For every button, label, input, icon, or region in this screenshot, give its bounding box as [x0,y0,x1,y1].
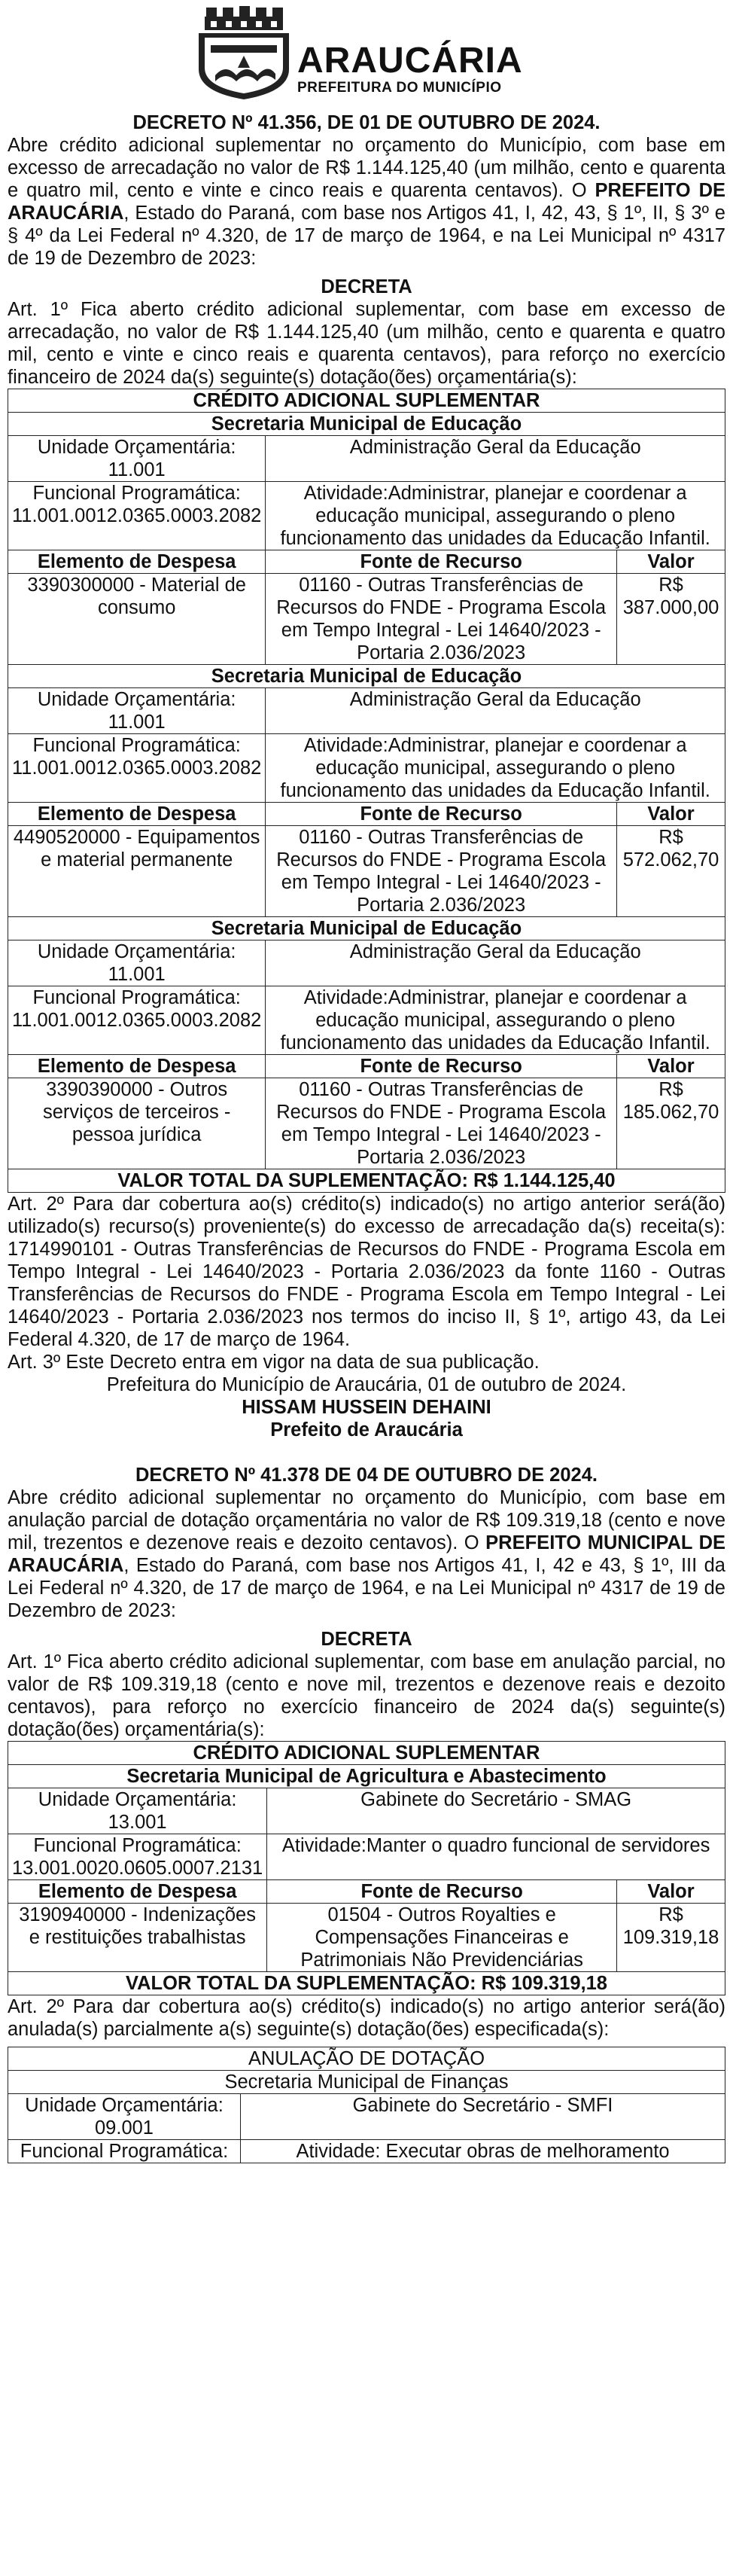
table-secretaria: Secretaria Municipal de Educação [8,665,725,688]
elemento-cell: 3390300000 - Material de consumo [8,574,266,665]
header-elemento: Elemento de Despesa [8,550,266,574]
decree-2-annulment-table [8,2047,725,2163]
funcional-programatica-value: Atividade:Administrar, planejar e coordenar a educação municipal, assegurando o pleno funcionamento das unidades da Educação Infantil. [266,986,725,1055]
document-body [8,111,725,2163]
unidade-orcamentaria-label: Unidade Orçamentária: 11.001 [8,688,266,734]
decree-1-art2: Art. 2º Para dar cobertura ao(s) crédito(s) indicado(s) no artigo anterior será(ão) utilizado(s) recurso(s) proveniente(s) do excesso de arrecadação da(s) receita(s): 1714990101 - Outras Transferências de Recursos do FNDE - Programa Escola em Tempo Integral - Lei 14640/2023 - Portaria 2.036/2023 da fonte 1160 - Outras Transferências de Recursos do FNDE - Programa Escola em Tempo Integral - Lei 14640/2023 - Portaria 2.036/2023 nos termos do inciso II, § 1º, artigo 43, da Lei Federal 4.320, de 17 de março de 1964. [8,1193,725,1350]
table-secretaria: Secretaria Municipal de Educação [8,413,725,436]
fonte-cell: 01160 - Outras Transferências de Recursos do FNDE - Programa Escola em Tempo Integral - Lei 14640/2023 - Portaria 2.036/2023 [266,1078,617,1169]
header-fonte: Fonte de Recurso [266,550,617,574]
valor-cell: R$ 109.319,18 [617,1904,725,1972]
credit-table-title: CRÉDITO ADICIONAL SUPLEMENTAR [8,1742,725,1765]
unidade-orcamentaria-label: Unidade Orçamentária: 11.001 [8,436,266,482]
decree-1-art3: Art. 3º Este Decreto entra em vigor na data de sua publicação. [8,1352,540,1373]
elemento-cell: 4490520000 - Equipamentos e material permanente [8,826,266,917]
brand-name: ARAUCÁRIA [297,41,523,81]
table-secretaria: Secretaria Municipal de Agricultura e Abastecimento [8,1765,725,1788]
valor-cell: R$ 572.062,70 [617,826,725,917]
credit-table-total: VALOR TOTAL DA SUPLEMENTAÇÃO: R$ 109.319,18 [8,1972,725,1995]
decree-2-art2: Art. 2º Para dar cobertura ao(s) crédito(s) indicado(s) no artigo anterior será(ão) anulada(s) parcialmente a(s) seguinte(s) dotação(ões) especificada(s): [8,1996,725,2040]
funcional-programatica-label: Funcional Programática: 11.001.0012.0365.0003.2082 [8,482,266,550]
header-valor: Valor [617,550,725,574]
table-row [8,826,725,917]
funcional-programatica-label: Funcional Programática: 11.001.0012.0365.0003.2082 [8,734,266,803]
brand [297,42,523,96]
decree-2-decreta: DECRETA [321,1629,412,1650]
table-row [8,574,725,665]
table-row [8,1078,725,1169]
decree-1-signer: HISSAM HUSSEIN DEHAINI [242,1397,491,1418]
elemento-cell: 3190940000 - Indenizações e restituições trabalhistas [8,1904,267,1972]
table-row [8,1904,725,1972]
header-valor: Valor [617,1055,725,1078]
header-elemento: Elemento de Despesa [8,1055,266,1078]
header-fonte: Fonte de Recurso [266,803,617,826]
unidade-orcamentaria-label: Unidade Orçamentária: 09.001 [8,2094,241,2140]
decree-2-art1: Art. 1º Fica aberto crédito adicional suplementar, com base em anulação parcial, no valor de R$ 109.319,18 (cento e nove mil, trezentos e dezenove reais e dezoito centavos), para reforço no exercício financeiro de 2024 da(s) seguinte(s) dotação(ões) orçamentária(s): [8,1651,725,1740]
unidade-orcamentaria-value: Administração Geral da Educação [266,436,725,482]
decree-1-art1: Art. 1º Fica aberto crédito adicional suplementar, com base em excesso de arrecadação, no valor de R$ 1.144.125,40 (um milhão, cento e quarenta e quatro mil, cento e vinte e cinco reais e quarenta centavos), para reforço no exercício financeiro de 2024 da(s) seguinte(s) dotação(ões) orçamentária(s): [8,299,725,388]
table-secretaria: Secretaria Municipal de Finanças [8,2071,725,2094]
funcional-programatica-value: Atividade:Administrar, planejar e coordenar a educação municipal, assegurando o pleno funcionamento das unidades da Educação Infantil. [266,482,725,550]
credit-table-title: CRÉDITO ADICIONAL SUPLEMENTAR [8,389,725,413]
header-fonte: Fonte de Recurso [267,1880,617,1904]
valor-cell: R$ 387.000,00 [617,574,725,665]
header-elemento: Elemento de Despesa [8,1880,267,1904]
decree-1-place-date: Prefeitura do Município de Araucária, 01 de outubro de 2024. [106,1374,627,1395]
unidade-orcamentaria-value: Administração Geral da Educação [266,940,725,986]
decree-1-signer-role: Prefeito de Araucária [270,1419,463,1440]
unidade-orcamentaria-value: Gabinete do Secretário - SMAG [267,1788,725,1834]
decree-2-credit-table [8,1741,725,1995]
unidade-orcamentaria-label: Unidade Orçamentária: 13.001 [8,1788,267,1834]
decree-1-credit-table [8,389,725,1193]
valor-cell: R$ 185.062,70 [617,1078,725,1169]
funcional-programatica-value: Atividade: Executar obras de melhoramento [241,2140,725,2163]
annulment-table-title: ANULAÇÃO DE DOTAÇÃO [8,2047,725,2071]
page-header [0,0,733,102]
elemento-cell: 3390390000 - Outros serviços de terceiros - pessoa jurídica [8,1078,266,1169]
brand-subtitle: PREFEITURA DO MUNICÍPIO [297,80,502,96]
funcional-programatica-label: Funcional Programática: 13.001.0020.0605.0007.2131 [8,1834,267,1880]
decree-2-title: DECRETO Nº 41.378 DE 04 DE OUTUBRO DE 2024. [135,1465,598,1486]
decree-1-title: DECRETO Nº 41.356, DE 01 DE OUTUBRO DE 2024. [132,112,601,133]
header-fonte: Fonte de Recurso [266,1055,617,1078]
fonte-cell: 01160 - Outras Transferências de Recursos do FNDE - Programa Escola em Tempo Integral - Lei 14640/2023 - Portaria 2.036/2023 [266,574,617,665]
fonte-cell: 01160 - Outras Transferências de Recursos do FNDE - Programa Escola em Tempo Integral - Lei 14640/2023 - Portaria 2.036/2023 [266,826,617,917]
decree-1-preamble: Abre crédito adicional suplementar no orçamento do Município, com base em excesso de arrecadação no valor de R$ 1.144.125,40 (um milhão, cento e quarenta e quatro mil, cento e vinte e cinco reais e quarenta centavos). O PREFEITO DE ARAUCÁRIA, Estado do Paraná, com base nos Artigos 41, I, 42, 43, § 1º, II, § 3º e § 4º da Lei Federal nº 4.320, de 17 de março de 1964, e na Lei Municipal nº 4317 de 19 de Dezembro de 2023: [8,135,725,269]
decree-1-decreta: DECRETA [321,276,412,297]
credit-table-total: VALOR TOTAL DA SUPLEMENTAÇÃO: R$ 1.144.125,40 [8,1169,725,1193]
decree-2-preamble: Abre crédito adicional suplementar no orçamento do Município, com base em anulação parcial de dotação orçamentária no valor de R$ 109.319,18 (cento e nove mil, trezentos e dezenove reais e dezoito centavos). O PREFEITO MUNICIPAL DE ARAUCÁRIA, Estado do Paraná, com base nos Artigos 41, I, 42 e 43, § 1º, III da Lei Federal nº 4.320, de 17 de março de 1964, e na Lei Municipal nº 4317 de 19 de Dezembro de 2023: [8,1487,725,1621]
header-valor: Valor [617,1880,725,1904]
unidade-orcamentaria-value: Administração Geral da Educação [266,688,725,734]
table-secretaria: Secretaria Municipal de Educação [8,917,725,940]
funcional-programatica-label: Funcional Programática: [8,2140,241,2163]
fonte-cell: 01504 - Outros Royalties e Compensações Financeiras e Patrimoniais Não Previdenciárias [267,1904,617,1972]
unidade-orcamentaria-value: Gabinete do Secretário - SMFI [241,2094,725,2140]
header-valor: Valor [617,803,725,826]
funcional-programatica-value: Atividade:Manter o quadro funcional de servidores [267,1834,725,1880]
header-elemento: Elemento de Despesa [8,803,266,826]
funcional-programatica-label: Funcional Programática: 11.001.0012.0365.0003.2082 [8,986,266,1055]
funcional-programatica-value: Atividade:Administrar, planejar e coordenar a educação municipal, assegurando o pleno funcionamento das unidades da Educação Infantil. [266,734,725,803]
unidade-orcamentaria-label: Unidade Orçamentária: 11.001 [8,940,266,986]
